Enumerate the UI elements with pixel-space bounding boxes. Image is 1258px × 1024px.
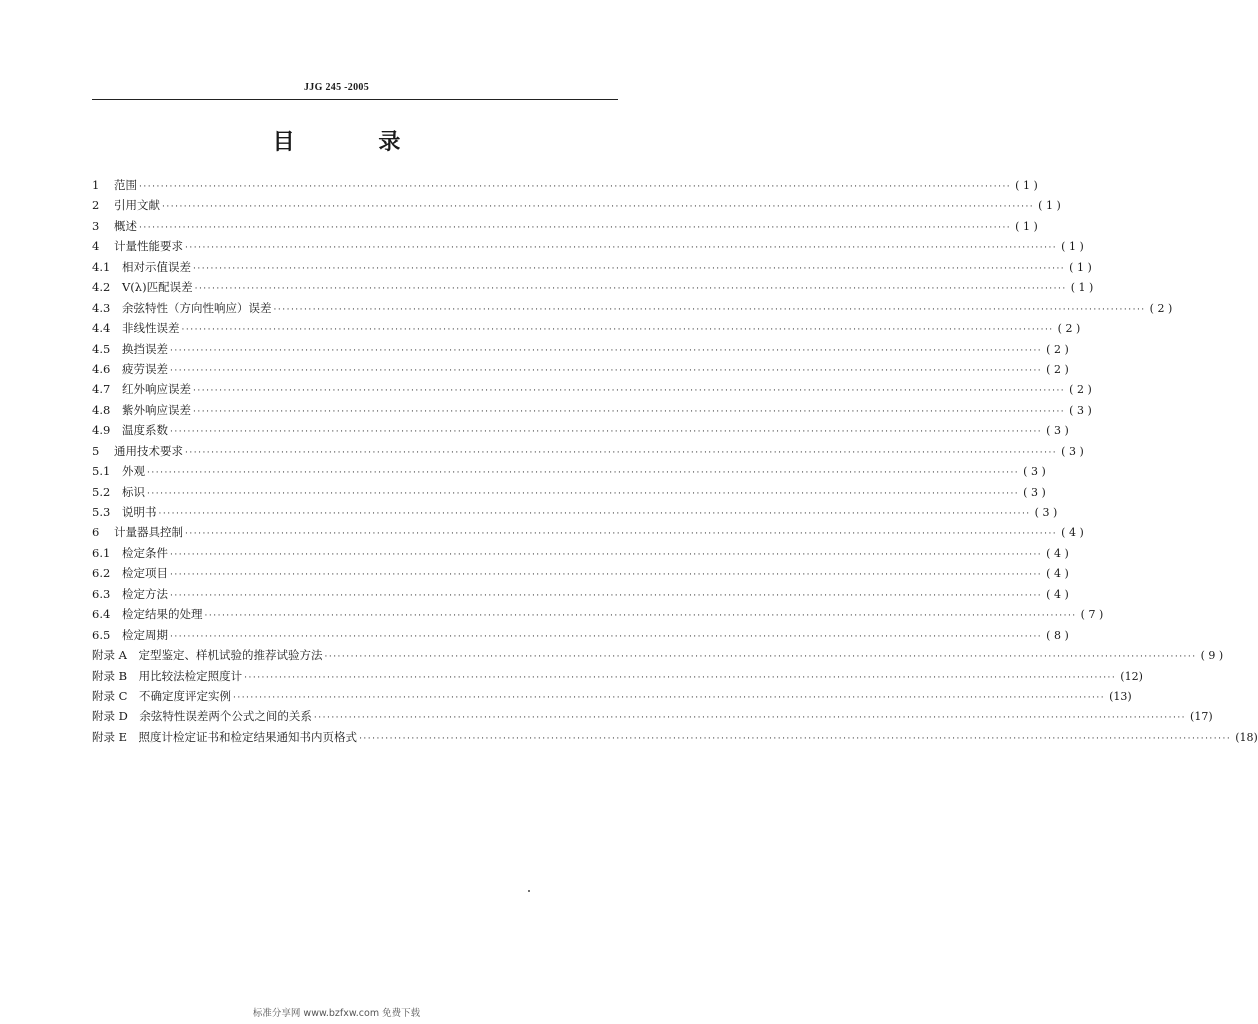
footer-watermark: 标准分享网 www.bzfxw.com 免费下载 xyxy=(252,1008,421,1019)
toc-entry[interactable] xyxy=(92,543,1069,563)
toc-dot-leader: ········································································································································································································ xyxy=(162,202,1035,213)
toc-entry-label: 检定方法 xyxy=(122,586,168,601)
toc-entry[interactable] xyxy=(92,420,1069,440)
toc-entry-label: 余弦特性（方向性响应）误差 xyxy=(122,300,272,315)
toc-entry-number: 4.7 xyxy=(92,382,111,397)
toc-entry[interactable] xyxy=(92,502,1058,522)
toc-entry-page: ( 7 ) xyxy=(1080,608,1104,622)
toc-entry-label: 紫外响应误差 xyxy=(122,402,191,417)
toc-dot-leader: ········································································································································································································ xyxy=(273,304,1146,315)
toc-dot-leader: ········································································································································································································ xyxy=(193,386,1066,397)
toc-entry-page: ( 1 ) xyxy=(1038,199,1061,213)
toc-entry-number: 4.6 xyxy=(92,361,111,376)
stray-mark xyxy=(528,890,530,892)
toc-entry[interactable] xyxy=(92,379,1092,399)
toc-entry[interactable] xyxy=(92,727,1258,747)
toc-entry-label: 温度系数 xyxy=(122,423,168,438)
toc-entry-label: V(λ)匹配误差 xyxy=(122,280,193,295)
toc-entry-number: 6.5 xyxy=(92,627,111,642)
toc-entry-number: 6 xyxy=(92,525,100,540)
header-rule xyxy=(92,99,618,100)
toc-dot-leader: ········································································································································································································ xyxy=(170,365,1043,376)
toc-entry-page: ( 1 ) xyxy=(1070,281,1094,295)
toc-entry-number: 4.5 xyxy=(92,341,111,356)
toc-dot-leader: ········································································································································································································ xyxy=(204,611,1077,622)
toc-entry-page: ( 2 ) xyxy=(1046,342,1069,356)
page-title: 目 录 xyxy=(272,130,439,155)
toc-dot-leader: ········································································································································································································ xyxy=(359,733,1232,744)
toc-entry-page: ( 1 ) xyxy=(1061,240,1084,254)
toc-entry-label: 红外响应误差 xyxy=(122,382,191,397)
toc-entry-label: 标识 xyxy=(122,484,145,499)
toc-entry-label: 换挡误差 xyxy=(122,341,168,356)
toc-entry-label: 附录 A 定型鉴定、样机试验的推荐试验方法 xyxy=(92,648,323,663)
toc-entry[interactable] xyxy=(92,645,1224,665)
toc-entry-label: 外观 xyxy=(122,464,145,479)
toc-entry-label: 附录 C 不确定度评定实例 xyxy=(92,688,231,703)
toc-entry-label: 计量器具控制 xyxy=(114,525,183,540)
toc-entry-label: 非线性误差 xyxy=(122,321,180,336)
toc-dot-leader: ········································································································································································································ xyxy=(170,590,1043,601)
toc-entry-number: 2 xyxy=(92,198,100,213)
toc-dot-leader: ········································································································································································································ xyxy=(170,345,1043,356)
toc-entry-page: ( 1 ) xyxy=(1015,179,1038,192)
toc-entry-page: (17) xyxy=(1190,710,1213,724)
toc-entry-page: ( 3 ) xyxy=(1061,444,1084,458)
toc-dot-leader: ········································································································································································································ xyxy=(139,182,1012,192)
toc-entry-page: ( 8 ) xyxy=(1046,628,1069,642)
toc-dot-leader: ········································································································································································································ xyxy=(170,549,1043,560)
toc-entry-label: 概述 xyxy=(114,218,137,233)
toc-entry-page: (13) xyxy=(1109,689,1132,703)
toc-dot-leader: ········································································································································································································ xyxy=(181,325,1054,336)
table-of-contents xyxy=(92,175,1258,747)
toc-entry-page: ( 4 ) xyxy=(1046,546,1069,560)
toc-entry[interactable] xyxy=(92,522,1084,542)
toc-dot-leader: ········································································································································································································ xyxy=(139,222,1012,233)
toc-entry-label: 检定结果的处理 xyxy=(122,607,203,622)
toc-entry[interactable] xyxy=(92,339,1069,359)
toc-entry-page: ( 2 ) xyxy=(1046,362,1069,376)
toc-entry-number: 4.4 xyxy=(92,321,111,336)
toc-dot-leader: ········································································································································································································ xyxy=(185,529,1058,540)
toc-entry-page: ( 4 ) xyxy=(1046,587,1069,601)
toc-entry-label: 相对示值误差 xyxy=(122,259,191,274)
toc-entry-page: ( 2 ) xyxy=(1057,322,1081,336)
toc-entry-label: 附录 D 余弦特性误差两个公式之间的关系 xyxy=(92,709,312,724)
toc-entry-number: 5.1 xyxy=(92,464,111,479)
toc-entry-label: 说明书 xyxy=(122,505,157,519)
toc-entry-number: 4.9 xyxy=(92,423,111,438)
toc-entry-number: 3 xyxy=(92,218,100,233)
toc-entry-label: 附录 E 照度计检定证书和检定结果通知书内页格式 xyxy=(92,729,358,744)
toc-entry[interactable] xyxy=(92,666,1143,686)
toc-entry-label: 附录 B 用比较法检定照度计 xyxy=(92,668,243,683)
toc-dot-leader: ········································································································································································································ xyxy=(324,652,1197,663)
toc-entry-page: ( 9 ) xyxy=(1200,649,1224,663)
toc-entry-number: 4.8 xyxy=(92,402,111,417)
toc-entry-number: 4.1 xyxy=(92,259,111,274)
toc-entry[interactable] xyxy=(92,441,1084,461)
toc-entry-page: ( 2 ) xyxy=(1069,383,1092,397)
toc-entry-number: 5.2 xyxy=(92,484,111,499)
toc-entry[interactable] xyxy=(92,359,1069,379)
toc-entry[interactable] xyxy=(92,584,1069,604)
toc-entry[interactable] xyxy=(92,236,1084,256)
toc-entry-number: 5.3 xyxy=(92,505,111,519)
standard-code: JJG 245 -2005 xyxy=(303,82,369,93)
toc-entry[interactable] xyxy=(92,686,1132,706)
toc-entry-label: 引用文献 xyxy=(114,198,160,213)
toc-entry[interactable] xyxy=(92,257,1092,277)
toc-entry[interactable] xyxy=(92,195,1061,215)
toc-entry[interactable] xyxy=(92,400,1092,420)
toc-entry-label: 检定项目 xyxy=(122,566,168,581)
toc-entry-label: 检定条件 xyxy=(122,545,168,560)
toc-entry[interactable] xyxy=(92,706,1213,726)
toc-entry-page: ( 2 ) xyxy=(1149,301,1173,315)
toc-entry-number: 6.2 xyxy=(92,566,111,581)
toc-entry[interactable] xyxy=(92,298,1173,318)
toc-dot-leader: ········································································································································································································ xyxy=(170,570,1043,581)
toc-entry-page: ( 3 ) xyxy=(1023,465,1046,479)
toc-dot-leader: ········································································································································································································ xyxy=(170,631,1043,642)
toc-entry[interactable] xyxy=(92,604,1104,624)
toc-entry-page: ( 3 ) xyxy=(1046,424,1069,438)
toc-entry-number: 4.2 xyxy=(92,280,111,295)
toc-entry-page: ( 1 ) xyxy=(1015,219,1038,233)
toc-dot-leader: ········································································································································································································ xyxy=(232,692,1106,703)
toc-entry[interactable] xyxy=(92,482,1046,502)
toc-entry-page: ( 3 ) xyxy=(1023,485,1046,499)
toc-entry-page: ( 4 ) xyxy=(1046,567,1069,581)
toc-entry-number: 4.3 xyxy=(92,300,111,315)
toc-dot-leader: ········································································································································································································ xyxy=(193,406,1066,417)
toc-dot-leader: ········································································································································································································ xyxy=(147,468,1020,479)
toc-dot-leader: ········································································································································································································ xyxy=(170,427,1043,438)
toc-dot-leader: ········································································································································································································ xyxy=(313,713,1187,724)
toc-entry-label: 通用技术要求 xyxy=(114,443,183,458)
toc-entry-label: 检定周期 xyxy=(122,627,168,642)
toc-entry-page: (18) xyxy=(1235,730,1258,744)
toc-dot-leader: ········································································································································································································ xyxy=(194,284,1067,295)
toc-entry-page: ( 4 ) xyxy=(1061,526,1084,540)
toc-entry-label: 疲劳误差 xyxy=(122,361,168,376)
toc-entry-number: 6.3 xyxy=(92,586,111,601)
toc-dot-leader: ········································································································································································································ xyxy=(193,263,1066,274)
toc-entry[interactable] xyxy=(92,625,1069,645)
toc-entry[interactable] xyxy=(92,461,1046,481)
toc-entry-page: ( 3 ) xyxy=(1034,506,1058,519)
toc-dot-leader: ········································································································································································································ xyxy=(158,509,1031,519)
toc-dot-leader: ········································································································································································································ xyxy=(185,447,1058,458)
toc-entry-page: (12) xyxy=(1120,669,1143,683)
toc-entry-number: 6.4 xyxy=(92,607,111,622)
toc-entry-label: 范围 xyxy=(114,178,137,192)
toc-entry[interactable] xyxy=(92,318,1081,338)
toc-dot-leader: ········································································································································································································ xyxy=(244,672,1117,683)
toc-entry-page: ( 1 ) xyxy=(1069,260,1092,274)
toc-entry[interactable] xyxy=(92,277,1094,297)
toc-dot-leader: ········································································································································································································ xyxy=(185,243,1058,254)
toc-dot-leader: ········································································································································································································ xyxy=(147,488,1020,499)
toc-entry-number: 5 xyxy=(92,443,100,458)
toc-entry-number: 1 xyxy=(92,178,100,192)
toc-entry[interactable] xyxy=(92,175,1038,195)
toc-entry[interactable] xyxy=(92,216,1038,236)
toc-entry-number: 4 xyxy=(92,239,100,254)
toc-entry-page: ( 3 ) xyxy=(1069,403,1092,417)
toc-entry-number: 6.1 xyxy=(92,545,111,560)
toc-entry[interactable] xyxy=(92,563,1069,583)
toc-entry-label: 计量性能要求 xyxy=(114,239,183,254)
